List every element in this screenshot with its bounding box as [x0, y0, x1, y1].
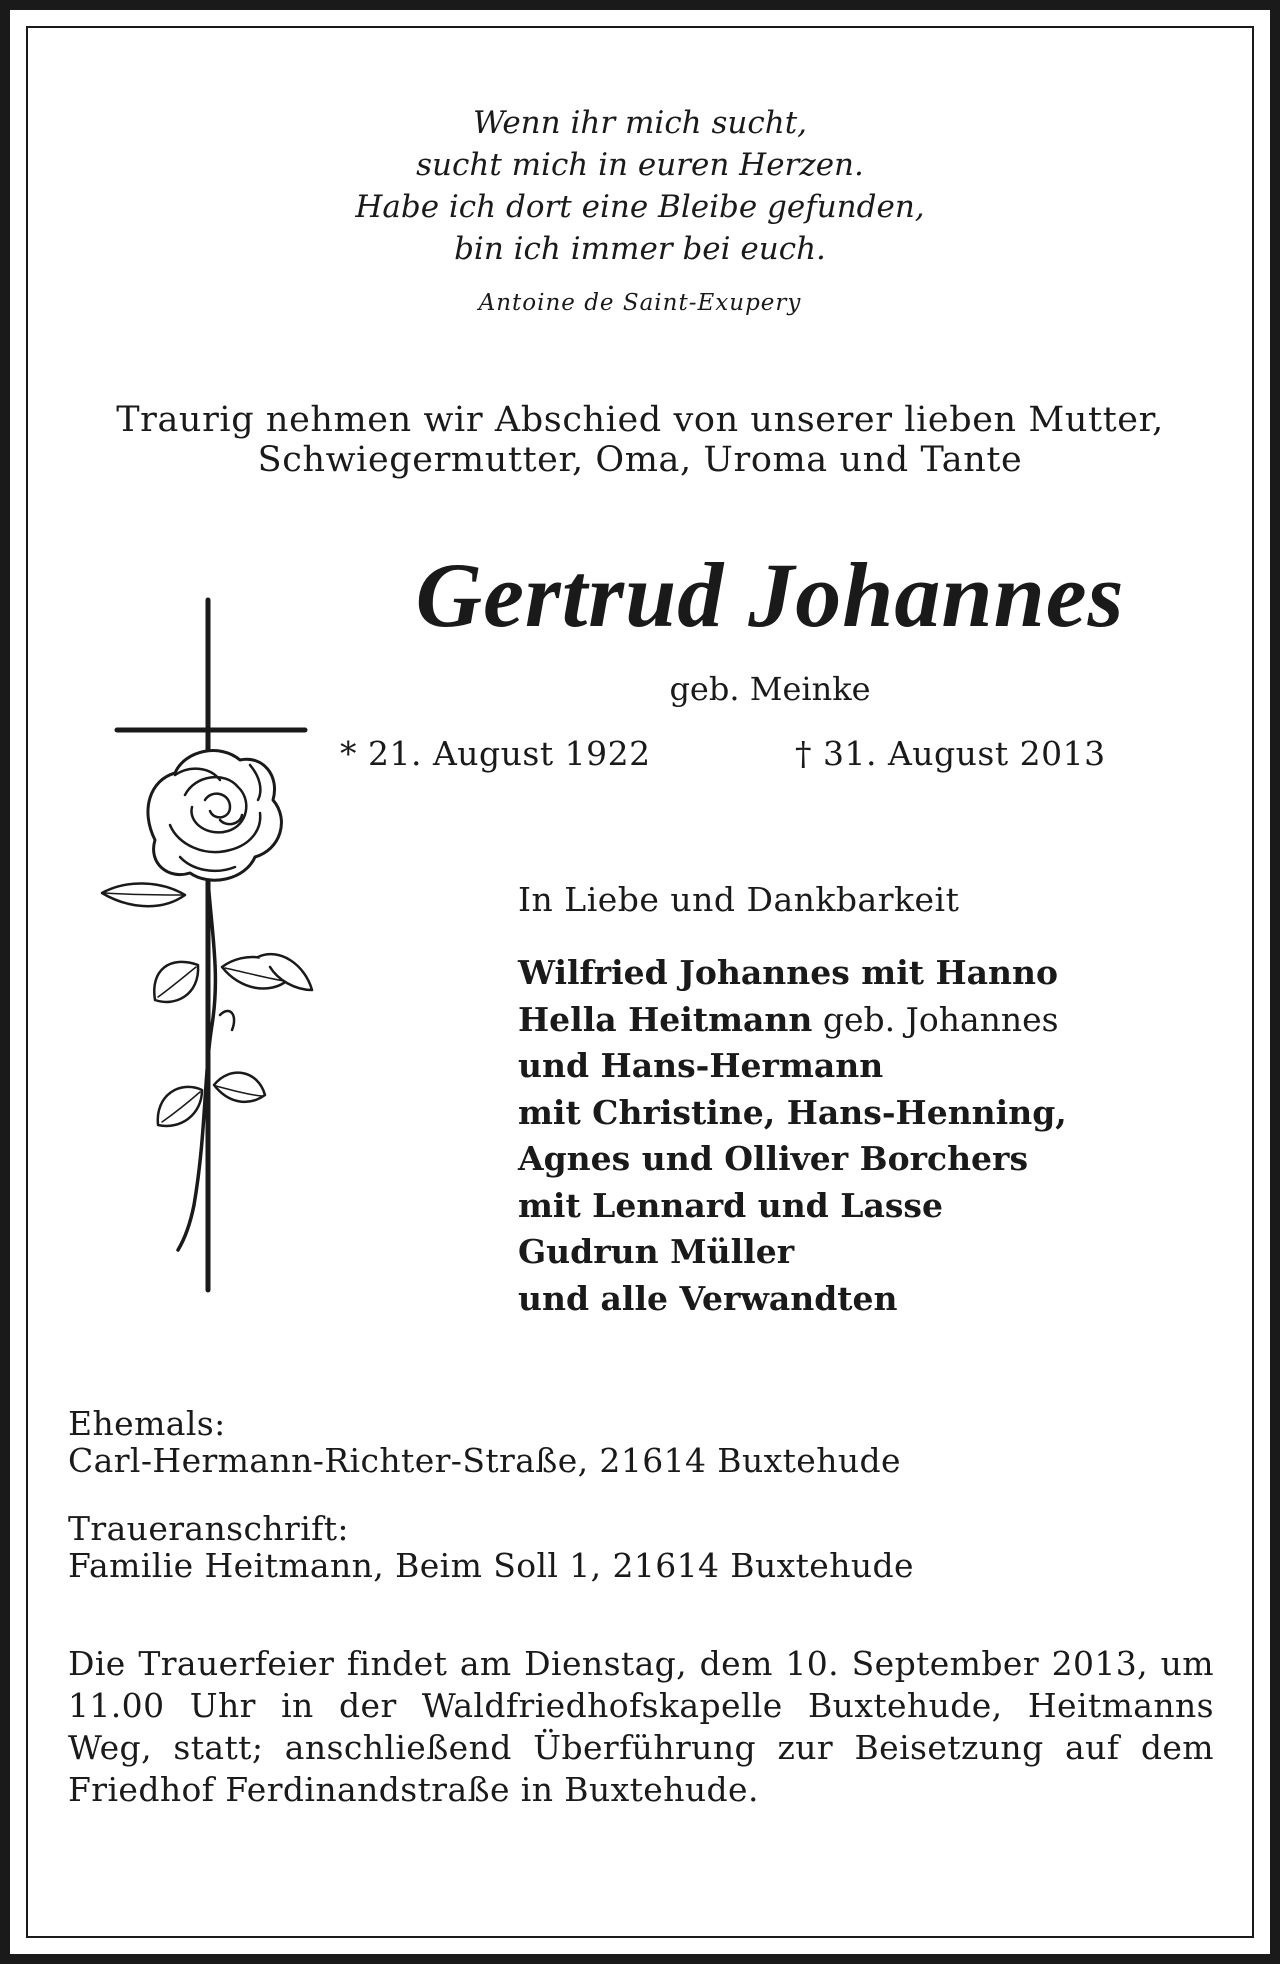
quote-line: sucht mich in euren Herzen. — [416, 147, 864, 183]
mourner-line: Wilfried Johannes mit Hanno — [518, 953, 1059, 992]
quote-line: Wenn ihr mich sucht, — [472, 105, 808, 141]
death-date: † 31. August 2013 — [795, 734, 1106, 773]
mourning-address-label: Traueranschrift: — [68, 1509, 349, 1548]
quote-line: bin ich immer bei euch. — [454, 231, 826, 267]
former-address-label: Ehemals: — [68, 1404, 226, 1443]
farewell-intro — [0, 400, 1280, 480]
ceremony-notice: Die Trauerfeier findet am Dienstag, dem 10. September 2013, um 11.00 Uhr in der Waldfriedhofskapelle Buxtehude, Heitmanns Weg, statt; anschließend Überführung zur Beisetzung auf dem Friedhof Ferdinandstraße in Buxtehude. — [68, 1644, 1214, 1809]
mourner-line: und Hans-Hermann — [518, 1046, 884, 1085]
mourner-line: und alle Verwandten — [518, 1278, 898, 1318]
former-address-value: Carl-Hermann-Richter-Straße, 21614 Buxtehude — [68, 1441, 901, 1480]
farewell-intro-line: Traurig nehmen wir Abschied von unserer lieben Mutter, — [116, 400, 1164, 440]
dedication: In Liebe und Dankbarkeit — [518, 880, 960, 919]
farewell-intro-line: Schwiegermutter, Oma, Uroma und Tante — [257, 440, 1023, 480]
mourner-line: mit Lennard und Lasse — [518, 1185, 943, 1225]
former-address — [68, 1405, 901, 1479]
mourner-line: mit Christine, Hans-Henning, — [518, 1092, 1067, 1132]
mourner-line: Hella Heitmann geb. Johannes — [518, 999, 1059, 1039]
mourning-address — [68, 1510, 914, 1584]
mourning-address-value: Familie Heitmann, Beim Soll 1, 21614 Buxtehude — [68, 1546, 914, 1585]
memorial-quote — [0, 102, 1280, 270]
deceased-name: Gertrud Johannes — [415, 544, 1125, 646]
maiden-name: geb. Meinke — [669, 670, 871, 708]
mourner-line: Agnes und Olliver Borchers — [518, 1139, 1029, 1178]
quote-line: Habe ich dort eine Bleibe gefunden, — [355, 189, 925, 225]
quote-author: Antoine de Saint-Exupery — [478, 290, 802, 316]
cross-rose-icon — [80, 595, 330, 1295]
mourners-list — [518, 950, 1067, 1322]
mourner-line: Gudrun Müller — [518, 1232, 795, 1271]
birth-date: * 21. August 1922 — [340, 734, 651, 773]
